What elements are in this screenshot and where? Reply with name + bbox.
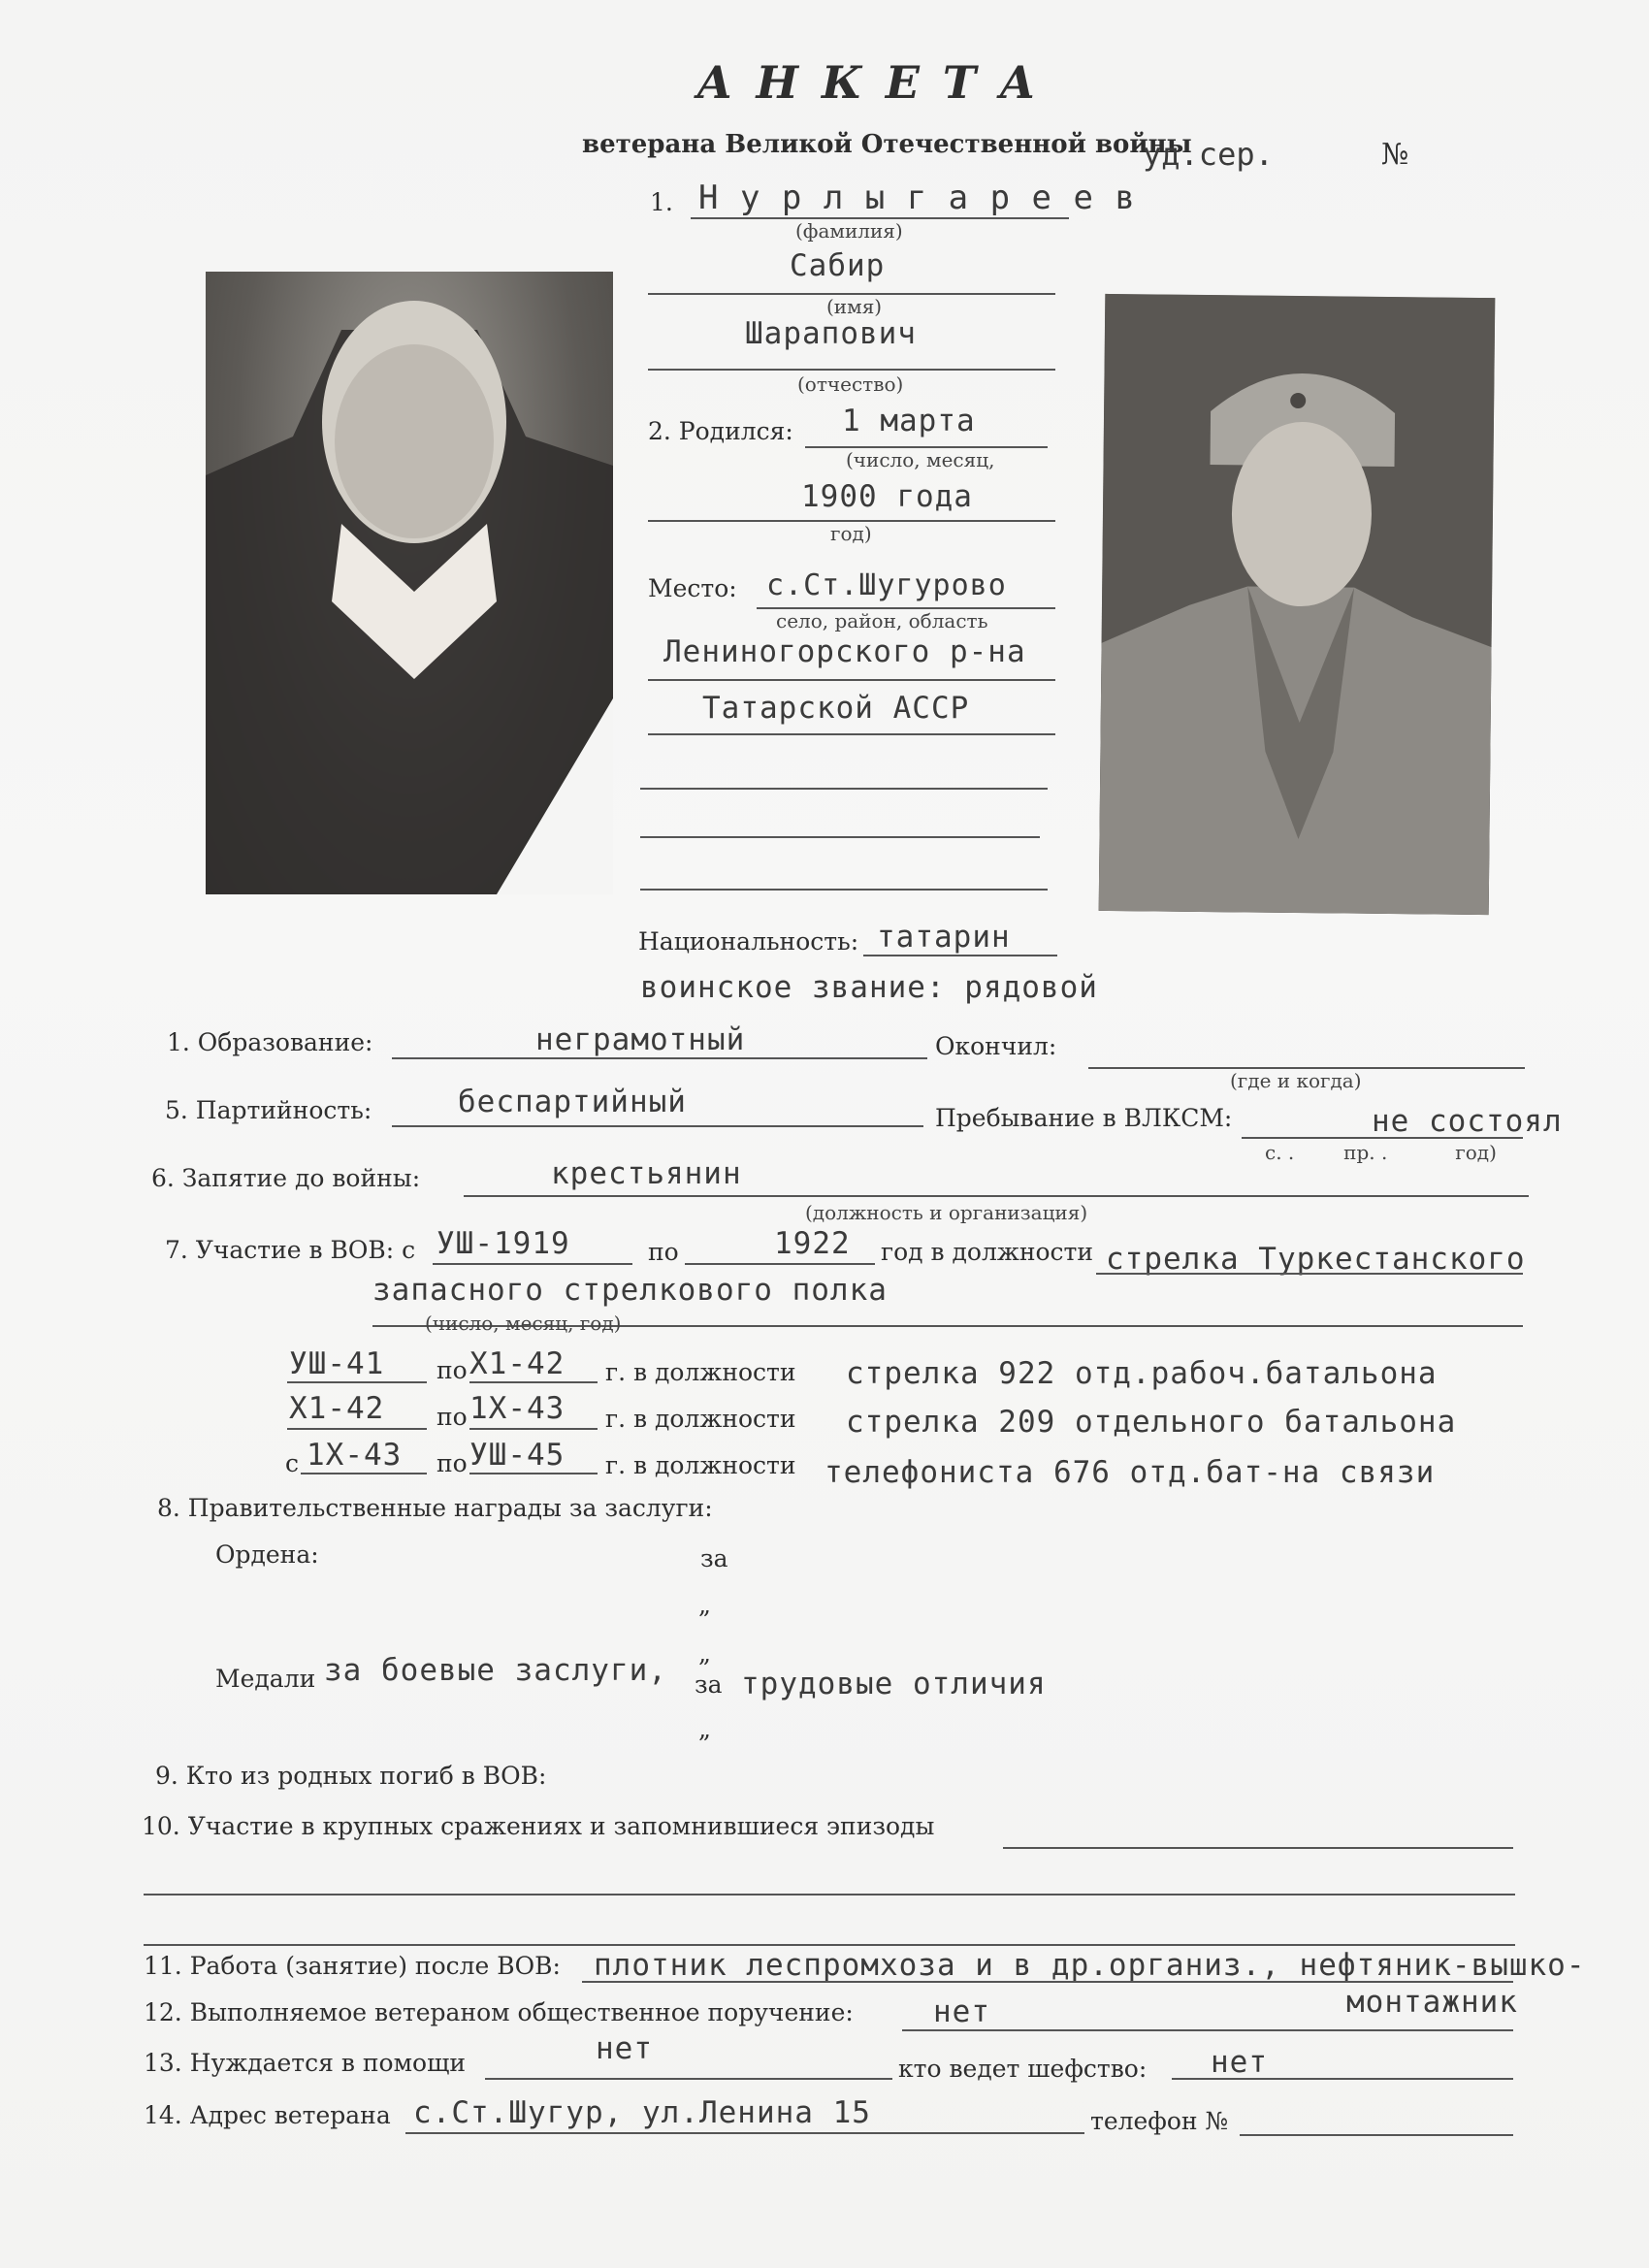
q12-label: 12. Выполняемое ветераном общественное поручение: bbox=[144, 1998, 854, 2026]
first-name-value: Сабир bbox=[790, 248, 886, 283]
first-name-caption: (имя) bbox=[826, 295, 883, 318]
nationality-line bbox=[863, 955, 1057, 956]
q11-line bbox=[582, 1981, 1513, 1983]
war-row-to: Х1-42 bbox=[469, 1346, 566, 1381]
awards-label: 8. Правительственные награды за заслуги: bbox=[157, 1494, 713, 1522]
occupation-value: крестьянин bbox=[551, 1156, 742, 1191]
q11-label: 11. Работа (занятие) после ВОВ: bbox=[144, 1952, 561, 1980]
war-row-from: Х1-42 bbox=[289, 1391, 385, 1426]
birth-year-caption: год) bbox=[830, 522, 872, 545]
war-row-to-line bbox=[469, 1473, 598, 1474]
orders-label: Ордена: bbox=[215, 1540, 319, 1569]
war-row-po: по bbox=[436, 1449, 468, 1477]
orders-za-label: за bbox=[700, 1544, 728, 1572]
q13-patron-line bbox=[1172, 2078, 1513, 2080]
war-from-value: УШ-1919 bbox=[436, 1226, 570, 1261]
q14-line bbox=[405, 2132, 1084, 2134]
war-row-position: стрелка 922 отд.рабоч.батальона bbox=[846, 1356, 1438, 1391]
medals-za-label: за bbox=[695, 1670, 723, 1699]
q13-value: нет bbox=[596, 2031, 653, 2066]
q13-label: 13. Нуждается в помощи bbox=[144, 2049, 466, 2077]
vlksm-caption: с. . пр. . год) bbox=[1265, 1141, 1497, 1164]
patronymic-value: Шарапович bbox=[745, 316, 917, 351]
q10-line-3 bbox=[144, 1944, 1515, 1946]
q14-phone-line bbox=[1240, 2134, 1513, 2136]
region-line bbox=[648, 733, 1055, 735]
party-value: беспартийный bbox=[458, 1085, 687, 1119]
form-subtitle: ветерана Великой Отечественной войны bbox=[582, 130, 1192, 159]
birth-label: 2. Родился: bbox=[648, 417, 793, 445]
q14-label: 14. Адрес ветерана bbox=[144, 2101, 391, 2129]
war-row-from-line bbox=[287, 1428, 427, 1430]
place-caption: село, район, область bbox=[776, 609, 988, 632]
birth-date-value: 1 марта bbox=[842, 404, 976, 438]
education-value: неграмотный bbox=[535, 1022, 746, 1057]
subtitle-typed: уд.сер. bbox=[1143, 136, 1274, 173]
occupation-caption: (должность и организация) bbox=[805, 1201, 1088, 1224]
ditto-mark-3: „ bbox=[698, 1715, 711, 1743]
occupation-line bbox=[464, 1195, 1529, 1197]
vlksm-label: Пребывание в ВЛКСМ: bbox=[935, 1104, 1233, 1132]
war-row-to: УШ-45 bbox=[469, 1438, 566, 1473]
surname-caption: (фамилия) bbox=[795, 219, 903, 243]
war-position-line bbox=[1096, 1273, 1523, 1275]
vlksm-line bbox=[1242, 1137, 1523, 1139]
district-value: Лениногорского р-на bbox=[663, 634, 1026, 669]
q10-line-1 bbox=[1003, 1847, 1513, 1849]
war-row-g: г. в должности bbox=[605, 1451, 796, 1479]
war-to-line bbox=[685, 1263, 875, 1265]
q13-patron-value: нет bbox=[1211, 2045, 1268, 2080]
war-row-to-line bbox=[469, 1381, 598, 1383]
war-row-position: телефониста 676 отд.бат-на связи bbox=[824, 1455, 1436, 1490]
form-title: А Н К Е Т А bbox=[696, 56, 1040, 109]
war-row-from-line bbox=[287, 1381, 427, 1383]
war-row-to: 1Х-43 bbox=[469, 1391, 566, 1426]
q10-label: 10. Участие в крупных сражениях и запомнившиеся эпизоды bbox=[142, 1812, 935, 1840]
medals-label: Медали bbox=[215, 1665, 316, 1693]
portrait-photo-elderly bbox=[206, 272, 613, 894]
war-position-label: год в должности bbox=[881, 1238, 1094, 1266]
war-to-value: 1922 bbox=[774, 1226, 851, 1261]
medals-value: за боевые заслуги, bbox=[324, 1653, 667, 1688]
education-label: 1. Образование: bbox=[167, 1028, 373, 1056]
surname-value: Н у р л ы г а р е е в bbox=[698, 178, 1136, 217]
birth-year-value: 1900 года bbox=[801, 479, 973, 514]
war-row-po: по bbox=[436, 1356, 468, 1384]
q12-line bbox=[902, 2029, 1513, 2031]
finished-label: Окончил: bbox=[935, 1032, 1057, 1060]
q12-value: нет bbox=[933, 1994, 990, 2029]
education-line bbox=[392, 1057, 927, 1059]
war-row-po: по bbox=[436, 1403, 468, 1431]
war-row-prefix: с bbox=[285, 1449, 300, 1477]
blank-line-3 bbox=[640, 889, 1048, 891]
ditto-mark-1: „ bbox=[698, 1591, 711, 1619]
name-number: 1. bbox=[650, 188, 673, 216]
q14-phone-label: телефон № bbox=[1090, 2107, 1229, 2135]
nationality-value: татарин bbox=[877, 920, 1011, 955]
blank-line-1 bbox=[640, 788, 1048, 790]
q11-value-2: монтажник bbox=[1346, 1985, 1518, 2020]
war-row-from: УШ-41 bbox=[289, 1346, 385, 1381]
war-position-cont: запасного стрелкового полка bbox=[372, 1273, 888, 1308]
war-position-value: стрелка Туркестанского bbox=[1106, 1242, 1526, 1277]
q14-value: с.Ст.Шугур, ул.Ленина 15 bbox=[413, 2095, 871, 2130]
military-rank-line: воинское звание: рядовой bbox=[640, 970, 1098, 1005]
region-value: Татарской АССР bbox=[702, 691, 970, 726]
war-date-caption: (число, месяц, год) bbox=[425, 1312, 622, 1335]
war-to-label: по bbox=[648, 1238, 679, 1266]
war-from-line bbox=[433, 1263, 632, 1265]
ditto-mark-2: „ bbox=[698, 1639, 711, 1668]
war-row-from-line bbox=[301, 1473, 427, 1474]
patronymic-line bbox=[648, 369, 1055, 371]
portrait-elderly-image bbox=[206, 272, 613, 894]
war-row-to-line bbox=[469, 1428, 598, 1430]
occupation-label: 6. Запятие до войны: bbox=[151, 1164, 421, 1192]
nationality-label: Национальность: bbox=[638, 927, 859, 956]
war-row-g: г. в должности bbox=[605, 1358, 796, 1386]
number-sign: № bbox=[1381, 138, 1409, 172]
finished-caption: (где и когда) bbox=[1230, 1069, 1362, 1092]
party-label: 5. Партийность: bbox=[165, 1096, 372, 1124]
q10-line-2 bbox=[144, 1894, 1515, 1895]
vlksm-value: не состоял bbox=[1372, 1104, 1563, 1139]
q13-patron-label: кто ведет шефство: bbox=[898, 2055, 1148, 2083]
war-row-position: стрелка 209 отдельного батальона bbox=[846, 1405, 1457, 1440]
district-line bbox=[648, 679, 1055, 681]
place-value: с.Ст.Шугурово bbox=[766, 568, 1007, 602]
q11-value: плотник леспромхоза и в др.организ., нефтяник-вышко- bbox=[594, 1948, 1586, 1983]
q9-label: 9. Кто из родных погиб в ВОВ: bbox=[155, 1762, 547, 1790]
war-row-from: 1Х-43 bbox=[307, 1438, 403, 1473]
party-line bbox=[392, 1125, 923, 1127]
birth-date-caption: (число, месяц, bbox=[846, 448, 995, 471]
place-label: Место: bbox=[648, 574, 737, 602]
medals-value-2: трудовые отличия bbox=[741, 1667, 1047, 1701]
q13-line bbox=[485, 2078, 892, 2080]
portrait-photo-soldier bbox=[1099, 294, 1496, 915]
war-row-g: г. в должности bbox=[605, 1405, 796, 1433]
portrait-soldier-image bbox=[1099, 294, 1496, 915]
patronymic-caption: (отчество) bbox=[797, 373, 904, 396]
war-label: 7. Участие в ВОВ: с bbox=[165, 1236, 416, 1264]
blank-line-2 bbox=[640, 836, 1040, 838]
